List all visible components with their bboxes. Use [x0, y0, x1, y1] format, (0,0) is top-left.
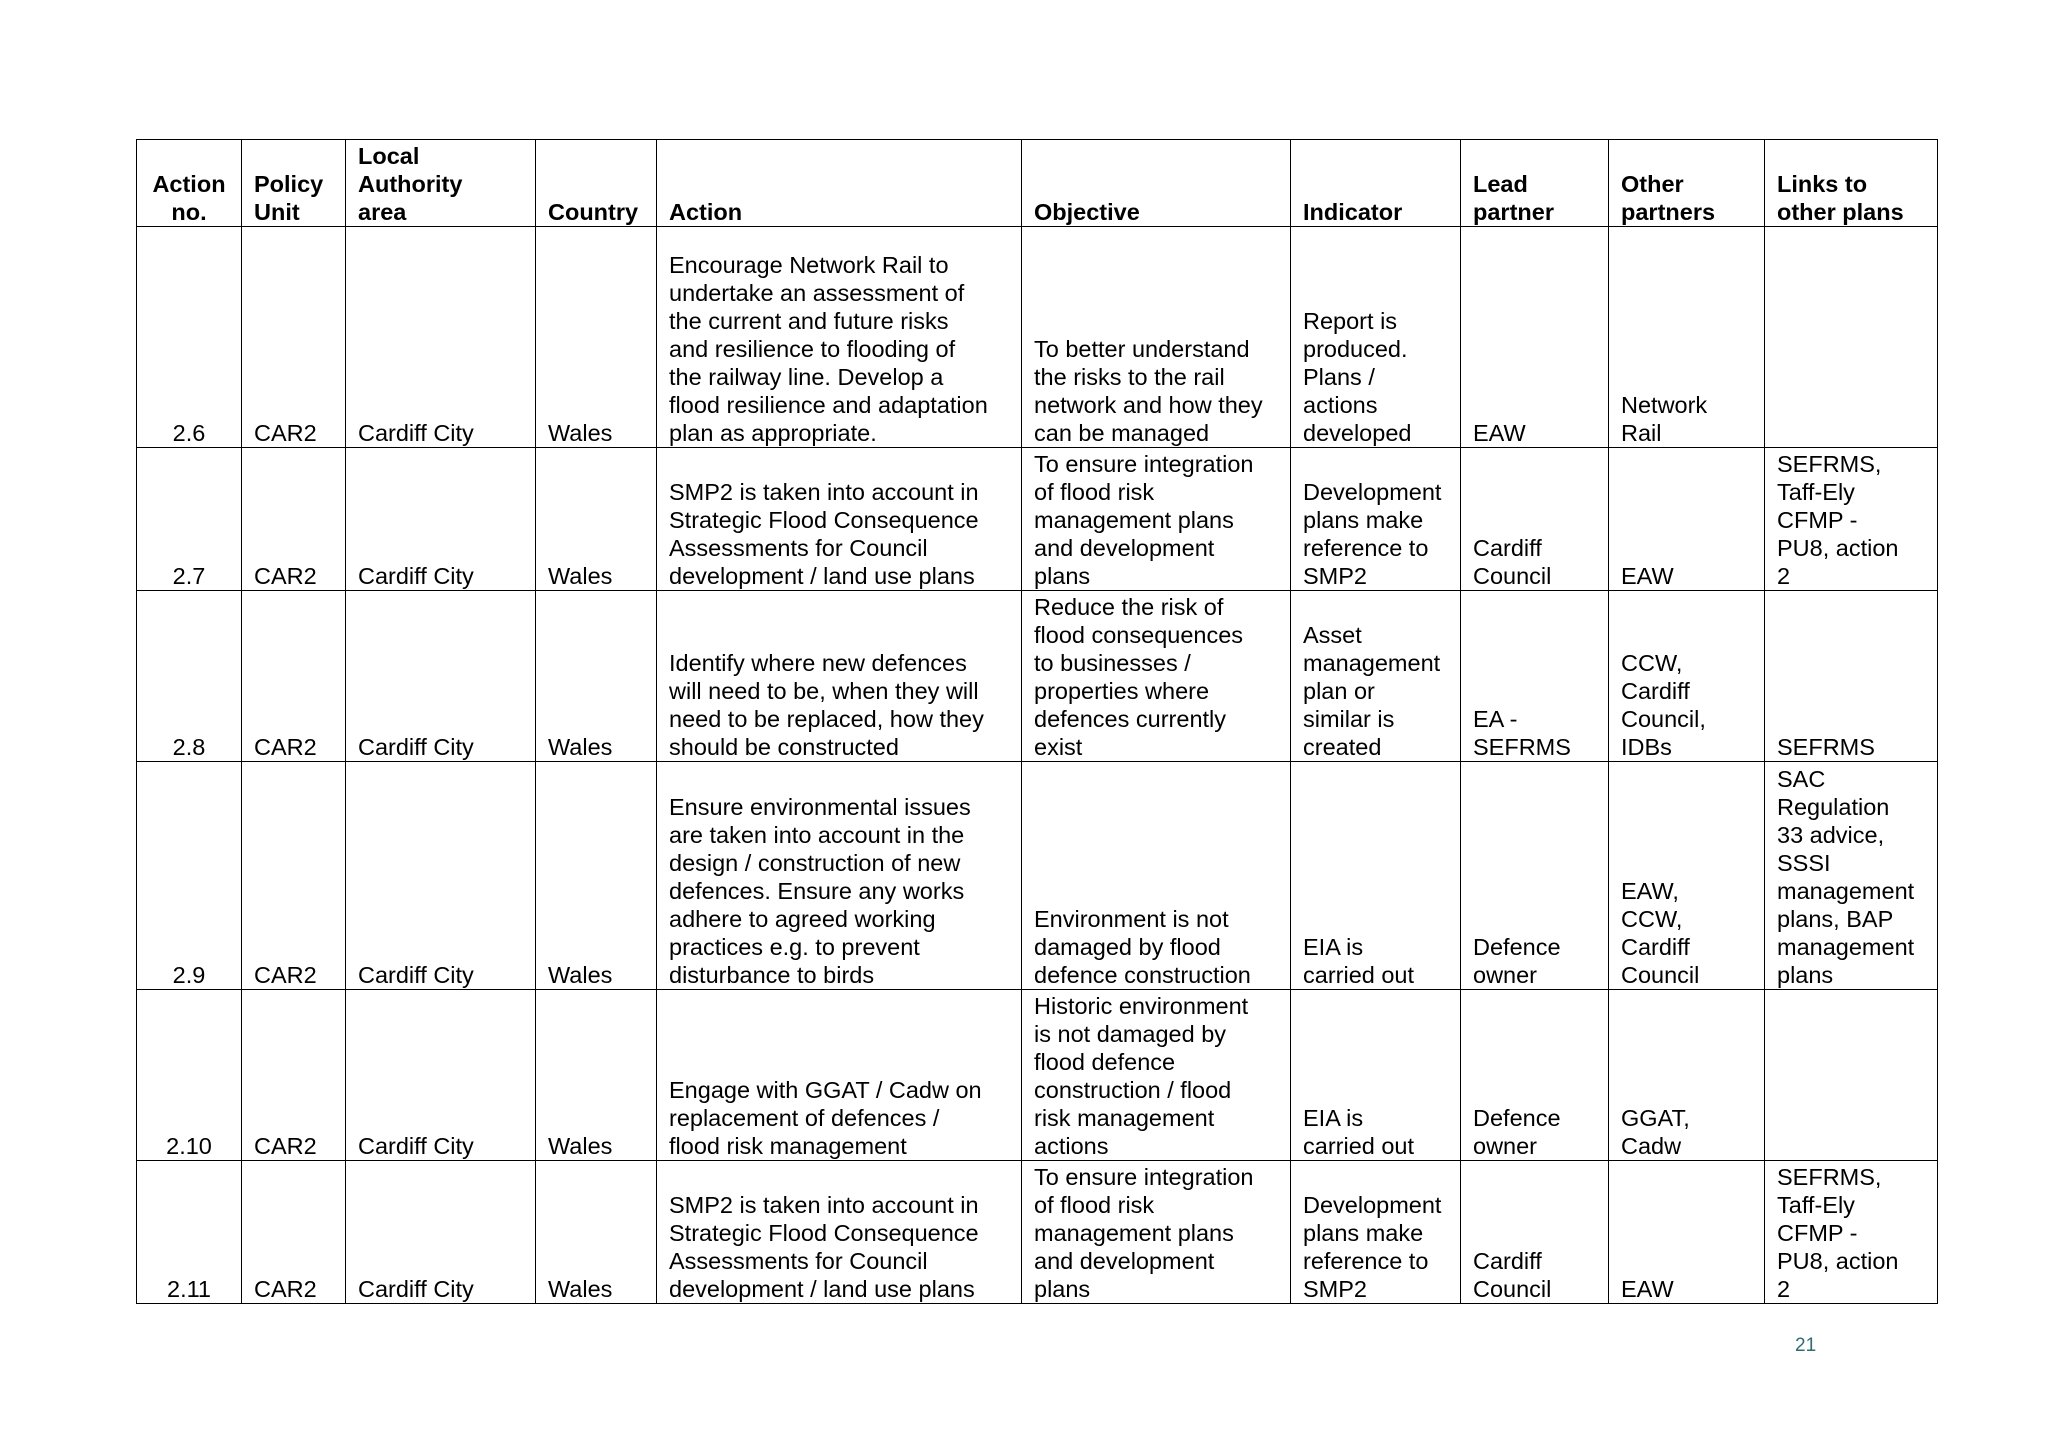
cell-other-partners — [1609, 591, 1765, 762]
cell-text: 2.11 — [167, 1276, 211, 1302]
cell-indicator — [1291, 990, 1461, 1161]
header-label: Links to other plans — [1777, 171, 1904, 225]
header-country — [536, 140, 657, 227]
cell-text: Wales — [548, 420, 613, 446]
cell-text: Cardiff City — [358, 1276, 474, 1302]
cell-text: CAR2 — [254, 1133, 317, 1159]
cell-country — [536, 448, 657, 591]
cell-text: EAW — [1621, 1276, 1674, 1302]
header-label: Action no. — [152, 171, 226, 225]
header-label: Action — [669, 199, 743, 225]
cell-text: SEFRMS — [1777, 734, 1875, 760]
cell-text: Wales — [548, 1133, 613, 1159]
header-label: Indicator — [1303, 199, 1403, 225]
header-action — [657, 140, 1022, 227]
cell-text: To ensure integration of flood risk management plans and development plans — [1034, 451, 1254, 589]
header-label: Local Authority area — [358, 143, 463, 225]
cell-text: Defence owner — [1473, 1105, 1561, 1159]
cell-other-partners — [1609, 1161, 1765, 1304]
cell-other-partners — [1609, 448, 1765, 591]
header-label: Country — [548, 199, 639, 225]
cell-text: Cardiff City — [358, 563, 474, 589]
cell-objective — [1022, 227, 1291, 448]
cell-text: EIA is carried out — [1303, 934, 1415, 988]
header-row — [137, 140, 1938, 227]
cell-policy-unit — [242, 762, 346, 990]
cell-lead-partner — [1461, 591, 1609, 762]
cell-text: SEFRMS, Taff-Ely CFMP - PU8, action 2 — [1777, 451, 1899, 589]
table-row — [137, 990, 1938, 1161]
cell-links-to-other-plans — [1765, 990, 1938, 1161]
table-row — [137, 591, 1938, 762]
cell-text: EIA is carried out — [1303, 1105, 1415, 1159]
cell-text: Identify where new defences will need to be, when they will need to be replaced, how they should be constructed — [669, 650, 984, 760]
cell-local-authority-area — [346, 990, 536, 1161]
cell-text: Encourage Network Rail to undertake an assessment of the current and future risks and resilience to flooding of the railway line. Develop a flood resilience and adaptation plan as appropriate. — [669, 252, 988, 446]
table-row — [137, 448, 1938, 591]
action-plan-table — [136, 139, 1938, 1304]
header-indicator — [1291, 140, 1461, 227]
cell-country — [536, 1161, 657, 1304]
table-row — [137, 1161, 1938, 1304]
cell-text: Wales — [548, 1276, 613, 1302]
cell-local-authority-area — [346, 227, 536, 448]
cell-action-no — [137, 591, 242, 762]
cell-local-authority-area — [346, 1161, 536, 1304]
cell-text: 2.10 — [166, 1133, 212, 1159]
cell-objective — [1022, 990, 1291, 1161]
cell-policy-unit — [242, 1161, 346, 1304]
cell-text: CCW, Cardiff Council, IDBs — [1621, 650, 1706, 760]
cell-links-to-other-plans — [1765, 591, 1938, 762]
cell-action-no — [137, 990, 242, 1161]
cell-text: Network Rail — [1621, 392, 1708, 446]
cell-country — [536, 591, 657, 762]
cell-text: Wales — [548, 734, 613, 760]
cell-links-to-other-plans — [1765, 1161, 1938, 1304]
cell-text: Cardiff City — [358, 1133, 474, 1159]
cell-text: CAR2 — [254, 962, 317, 988]
header-lead-partner — [1461, 140, 1609, 227]
cell-text: SEFRMS, Taff-Ely CFMP - PU8, action 2 — [1777, 1164, 1899, 1302]
cell-text: SAC Regulation 33 advice, SSSI management plans, BAP management plans — [1777, 766, 1915, 988]
cell-text: Wales — [548, 962, 613, 988]
cell-text: To better understand the risks to the rail network and how they can be managed — [1034, 336, 1263, 446]
cell-policy-unit — [242, 227, 346, 448]
table-body — [137, 227, 1938, 1304]
cell-text: Historic environment is not damaged by flood defence construction / flood risk management actions — [1034, 993, 1249, 1159]
cell-text: CAR2 — [254, 563, 317, 589]
cell-text: Development plans make reference to SMP2 — [1303, 479, 1442, 589]
cell-text: 2.8 — [172, 734, 206, 760]
cell-action — [657, 990, 1022, 1161]
cell-text: SMP2 is taken into account in Strategic Flood Consequence Assessments for Council development / land use plans — [669, 479, 979, 589]
cell-text: Cardiff City — [358, 962, 474, 988]
cell-action-no — [137, 1161, 242, 1304]
cell-text: Report is produced. Plans / actions developed — [1303, 308, 1412, 446]
cell-text: GGAT, Cadw — [1621, 1105, 1690, 1159]
table-row — [137, 762, 1938, 990]
cell-action-no — [137, 448, 242, 591]
cell-indicator — [1291, 1161, 1461, 1304]
cell-text: Asset management plan or similar is created — [1303, 622, 1441, 760]
header-label: Other partners — [1621, 171, 1716, 225]
cell-other-partners — [1609, 227, 1765, 448]
header-label: Policy Unit — [254, 171, 324, 225]
header-label: Objective — [1034, 199, 1140, 225]
cell-text: Wales — [548, 563, 613, 589]
cell-action-no — [137, 762, 242, 990]
cell-text: Engage with GGAT / Cadw on replacement of defences / flood risk management — [669, 1077, 982, 1159]
header-action-no — [137, 140, 242, 227]
cell-other-partners — [1609, 990, 1765, 1161]
cell-action-no — [137, 227, 242, 448]
cell-local-authority-area — [346, 762, 536, 990]
cell-indicator — [1291, 591, 1461, 762]
cell-text: Reduce the risk of flood consequences to businesses / properties where defences currently exist — [1034, 594, 1244, 760]
cell-text: Defence owner — [1473, 934, 1561, 988]
cell-objective — [1022, 448, 1291, 591]
cell-text: Development plans make reference to SMP2 — [1303, 1192, 1442, 1302]
cell-local-authority-area — [346, 591, 536, 762]
cell-lead-partner — [1461, 762, 1609, 990]
cell-indicator — [1291, 227, 1461, 448]
cell-text: To ensure integration of flood risk management plans and development plans — [1034, 1164, 1254, 1302]
cell-country — [536, 990, 657, 1161]
cell-text: EAW, CCW, Cardiff Council — [1621, 878, 1700, 988]
header-policy-unit — [242, 140, 346, 227]
cell-links-to-other-plans — [1765, 227, 1938, 448]
cell-text: EAW — [1621, 563, 1674, 589]
cell-text: Cardiff Council — [1473, 535, 1552, 589]
cell-text: EA - SEFRMS — [1473, 706, 1571, 760]
cell-action — [657, 762, 1022, 990]
table-row — [137, 227, 1938, 448]
page-number: 21 — [1795, 1335, 1817, 1356]
cell-country — [536, 227, 657, 448]
cell-links-to-other-plans — [1765, 762, 1938, 990]
cell-lead-partner — [1461, 990, 1609, 1161]
header-other-partners — [1609, 140, 1765, 227]
cell-action — [657, 591, 1022, 762]
cell-text: Cardiff City — [358, 734, 474, 760]
cell-text: 2.7 — [172, 563, 206, 589]
cell-lead-partner — [1461, 1161, 1609, 1304]
cell-text: 2.9 — [172, 962, 206, 988]
cell-links-to-other-plans — [1765, 448, 1938, 591]
table-header — [137, 140, 1938, 227]
cell-action — [657, 227, 1022, 448]
cell-objective — [1022, 591, 1291, 762]
cell-action — [657, 1161, 1022, 1304]
cell-text: Environment is not damaged by flood defence construction — [1034, 906, 1251, 988]
header-objective — [1022, 140, 1291, 227]
cell-text: EAW — [1473, 420, 1526, 446]
cell-objective — [1022, 762, 1291, 990]
cell-lead-partner — [1461, 448, 1609, 591]
cell-indicator — [1291, 762, 1461, 990]
cell-lead-partner — [1461, 227, 1609, 448]
cell-policy-unit — [242, 448, 346, 591]
cell-text: CAR2 — [254, 1276, 317, 1302]
cell-text: SMP2 is taken into account in Strategic Flood Consequence Assessments for Council development / land use plans — [669, 1192, 979, 1302]
cell-text: CAR2 — [254, 420, 317, 446]
cell-country — [536, 762, 657, 990]
cell-objective — [1022, 1161, 1291, 1304]
cell-text: Cardiff City — [358, 420, 474, 446]
cell-indicator — [1291, 448, 1461, 591]
cell-text: Cardiff Council — [1473, 1248, 1552, 1302]
cell-text: 2.6 — [172, 420, 206, 446]
cell-local-authority-area — [346, 448, 536, 591]
header-links-to-other-plans — [1765, 140, 1938, 227]
header-label: Lead partner — [1473, 171, 1554, 225]
header-local-authority-area — [346, 140, 536, 227]
cell-text: Ensure environmental issues are taken into account in the design / construction of new defences. Ensure any works adhere to agreed working practices e.g. to prevent disturbance to birds — [669, 794, 971, 988]
cell-policy-unit — [242, 990, 346, 1161]
cell-other-partners — [1609, 762, 1765, 990]
cell-text: CAR2 — [254, 734, 317, 760]
cell-policy-unit — [242, 591, 346, 762]
cell-action — [657, 448, 1022, 591]
